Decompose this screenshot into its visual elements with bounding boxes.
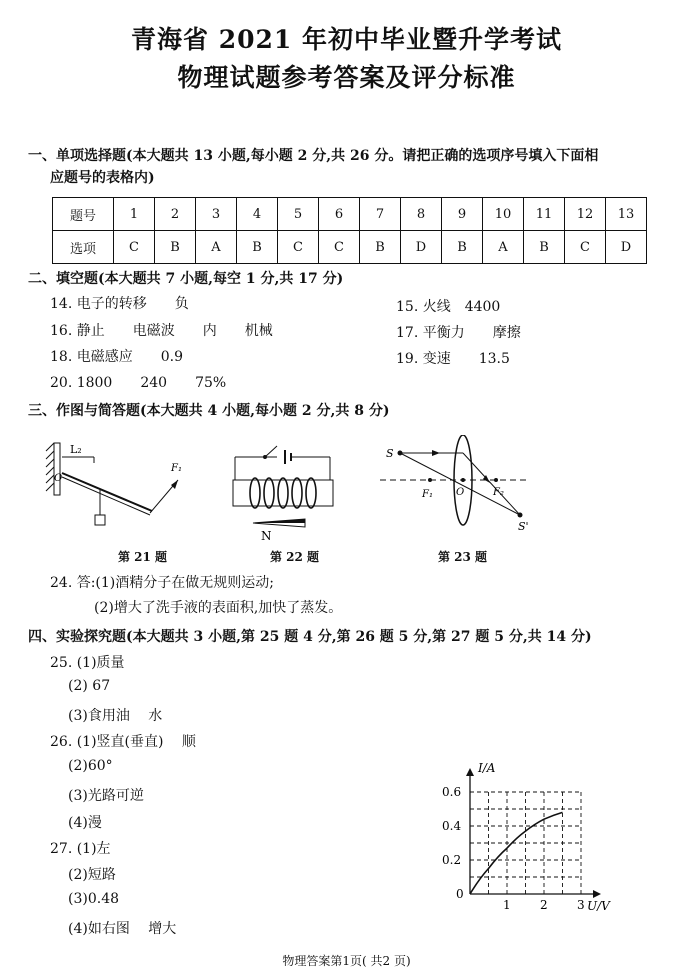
lens-label-s-prime: S': [518, 520, 529, 533]
chart-y-tick-label: 0.2: [442, 853, 462, 867]
table-cell: 5: [278, 198, 319, 231]
lens-label-o: O: [456, 487, 465, 498]
figure23-caption: 第 23 题: [438, 550, 488, 564]
answer-q26-1: 26. (1)竖直(垂直) 顺: [50, 734, 196, 750]
answer-q24-line1: 24. 答:(1)酒精分子在做无规则运动;: [50, 575, 274, 591]
answer-q16: 16. 静止 电磁波 内 机械: [50, 323, 273, 339]
answer-q15: 15. 火线 4400: [396, 299, 501, 315]
current-voltage-chart: [420, 762, 630, 912]
chart-y-tick-label: 0.6: [442, 785, 462, 799]
table-cell: C: [565, 231, 606, 264]
table-cell: B: [524, 231, 565, 264]
answer-q25-1: 25. (1)质量: [50, 655, 125, 671]
section1-heading-line2: 应题号的表格内): [50, 170, 155, 186]
answer-table: [52, 197, 647, 264]
solenoid-diagram: [225, 432, 345, 542]
figure21-caption: 第 21 题: [118, 550, 168, 564]
answer-q25-3: (3)食用油 水: [68, 708, 163, 724]
table-cell: 13: [606, 198, 647, 231]
lens-label-f2: F₂: [493, 487, 504, 498]
table-row-label: 题号: [53, 198, 114, 231]
chart-y-tick-label: 0.4: [442, 819, 462, 833]
lens-label-s: S: [386, 447, 394, 460]
table-cell: C: [114, 231, 155, 264]
chart-x-axis-label: U/V: [587, 899, 610, 912]
table-cell: D: [401, 231, 442, 264]
lever-label-o: O: [54, 473, 63, 484]
table-cell: 7: [360, 198, 401, 231]
chart-x-tick-label: 3: [577, 898, 585, 912]
table-cell: 10: [483, 198, 524, 231]
table-cell: 1: [114, 198, 155, 231]
figure22-caption: 第 22 题: [270, 550, 320, 564]
answer-q27-1: 27. (1)左: [50, 841, 111, 857]
chart-y-axis-arrow: [466, 768, 474, 776]
answer-q20: 20. 1800 240 75%: [50, 375, 227, 391]
solenoid-label-n: N: [261, 529, 272, 542]
chart-x-tick-label: 1: [503, 898, 511, 912]
table-cell: 6: [319, 198, 360, 231]
answer-q19: 19. 变速 13.5: [396, 351, 510, 367]
table-cell: D: [606, 231, 647, 264]
chart-grid: [470, 792, 581, 894]
lens-label-f1: F₁: [422, 489, 433, 500]
answer-q18: 18. 电磁感应 0.9: [50, 349, 183, 365]
lever-label-f1: F₁: [171, 463, 182, 474]
chart-x-tick-label: 2: [540, 898, 548, 912]
chart-series-line: [470, 812, 563, 894]
section4-heading: 四、实验探究题(本大题共 3 小题,第 25 题 4 分,第 26 题 5 分,第 27 题 5 分,共 14 分): [28, 629, 592, 645]
table-cell: 8: [401, 198, 442, 231]
table-cell: C: [319, 231, 360, 264]
answer-q27-3: (3)0.48: [68, 891, 120, 907]
section2-heading: 二、填空题(本大题共 7 小题,每空 1 分,共 17 分): [28, 271, 344, 287]
table-cell: B: [360, 231, 401, 264]
section3-heading: 三、作图与简答题(本大题共 4 小题,每小题 2 分,共 8 分): [28, 403, 390, 419]
answer-q26-2: (2)60°: [68, 758, 113, 774]
table-cell: B: [155, 231, 196, 264]
answer-table-option-row: [53, 231, 647, 264]
table-cell: 11: [524, 198, 565, 231]
document-title-line1: 青海省 2021 年初中毕业暨升学考试: [131, 25, 562, 54]
table-cell: 9: [442, 198, 483, 231]
document-title-line2: 物理试题参考答案及评分标准: [177, 63, 516, 92]
table-cell: 2: [155, 198, 196, 231]
answer-q25-2: (2) 67: [68, 678, 111, 694]
table-cell: B: [442, 231, 483, 264]
answer-q17: 17. 平衡力 摩擦: [396, 325, 521, 341]
answer-q26-4: (4)漫: [68, 815, 102, 831]
chart-y-axis-label: I/A: [478, 762, 496, 775]
table-cell: A: [483, 231, 524, 264]
answer-q27-2: (2)短路: [68, 867, 116, 883]
answer-q24-line2: (2)增大了洗手液的表面积,加快了蒸发。: [94, 600, 343, 616]
chart-origin-tick: 0: [456, 887, 464, 901]
answer-q26-3: (3)光路可逆: [68, 788, 144, 804]
answer-q14: 14. 电子的转移 负: [50, 296, 189, 312]
answer-q27-4: (4)如右图 增大: [68, 921, 177, 937]
table-cell: A: [196, 231, 237, 264]
table-cell: C: [278, 231, 319, 264]
table-cell: 12: [565, 198, 606, 231]
lever-diagram: [40, 435, 190, 535]
section1-heading-line1: 一、单项选择题(本大题共 13 小题,每小题 2 分,共 26 分。请把正确的选项序号填入下面相: [28, 148, 599, 164]
page-footer: 物理答案第1页( 共2 页): [282, 954, 411, 968]
table-cell: B: [237, 231, 278, 264]
answer-table-number-row: [53, 198, 647, 231]
chart-x-axis-arrow: [593, 890, 601, 898]
table-cell: 4: [237, 198, 278, 231]
lens-ray-diagram: [380, 435, 540, 535]
table-cell: 3: [196, 198, 237, 231]
lever-label-l2: L₂: [70, 443, 82, 456]
table-row-label: 选项: [53, 231, 114, 264]
